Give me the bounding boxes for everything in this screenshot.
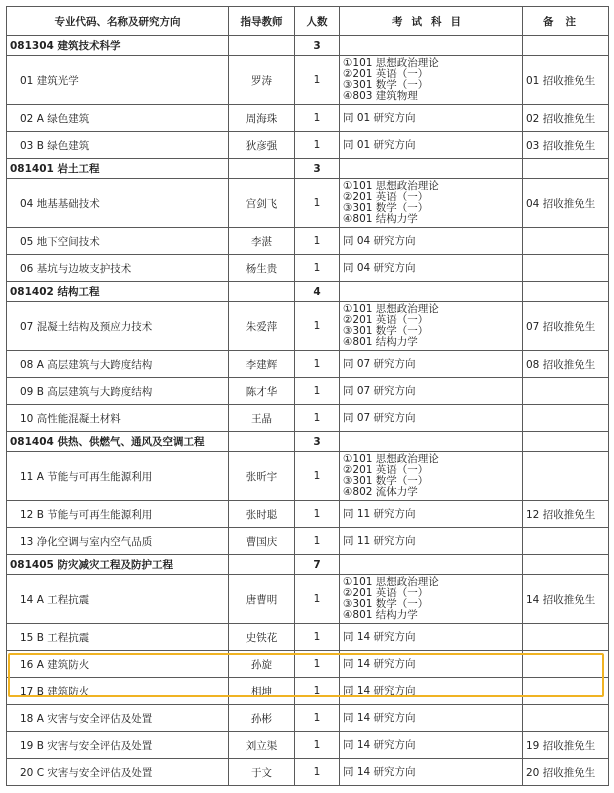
admissions-table — [6, 6, 609, 786]
section-name: 081401 岩土工程 — [7, 159, 229, 179]
advisor-cell: 唐曹明 — [229, 575, 295, 624]
exam-cell — [340, 575, 523, 624]
notes-cell — [523, 678, 609, 705]
section-row — [7, 159, 609, 179]
advisor-cell: 罗涛 — [229, 56, 295, 105]
exam-cell — [340, 528, 523, 555]
notes-cell — [523, 255, 609, 282]
direction-name-text: 20 C 灾害与安全评估及处置 — [20, 766, 153, 779]
advisor-cell: 张时聪 — [229, 501, 295, 528]
table-row — [7, 405, 609, 432]
exam-subject: ④802 流体力学 — [343, 486, 418, 498]
notes-cell — [523, 36, 609, 56]
advisor-cell: 曹国庆 — [229, 528, 295, 555]
section-row — [7, 432, 609, 452]
count-cell: 1 — [295, 405, 340, 432]
exam-cell — [340, 452, 523, 501]
direction-name — [7, 405, 229, 432]
count-cell: 1 — [295, 575, 340, 624]
exam-subject: 同 01 研究方向 — [343, 111, 416, 124]
direction-name — [7, 575, 229, 624]
count-cell: 1 — [295, 705, 340, 732]
count-cell: 1 — [295, 732, 340, 759]
notes-cell: 20 招收推免生 — [523, 759, 609, 786]
direction-name-text: 19 B 灾害与安全评估及处置 — [20, 739, 153, 752]
section-name: 081402 结构工程 — [7, 282, 229, 302]
exam-subject: ①101 思想政治理论 — [343, 453, 439, 465]
exam-subject: ①101 思想政治理论 — [343, 576, 439, 588]
table-row — [7, 255, 609, 282]
notes-cell: 12 招收推免生 — [523, 501, 609, 528]
exam-subject: ④803 建筑物理 — [343, 90, 418, 102]
notes-cell — [523, 528, 609, 555]
direction-name — [7, 732, 229, 759]
table-row — [7, 501, 609, 528]
exam-subject: 同 14 研究方向 — [343, 765, 416, 778]
exam-cell — [340, 678, 523, 705]
exam-subject: ④801 结构力学 — [343, 609, 418, 621]
advisor-cell: 陈才华 — [229, 378, 295, 405]
exam-subject: 同 07 研究方向 — [343, 384, 416, 397]
exam-subject: 同 01 研究方向 — [343, 138, 416, 151]
exam-cell — [340, 759, 523, 786]
advisor-cell: 刘立渠 — [229, 732, 295, 759]
advisor-cell: 相坤 — [229, 678, 295, 705]
direction-name — [7, 705, 229, 732]
notes-cell — [523, 432, 609, 452]
exam-subject: ②201 英语（一） — [343, 314, 429, 326]
table-row — [7, 732, 609, 759]
section-count: 3 — [295, 159, 340, 179]
notes-cell: 19 招收推免生 — [523, 732, 609, 759]
exam-subject: 同 14 研究方向 — [343, 711, 416, 724]
direction-name — [7, 759, 229, 786]
advisor-cell: 李建辉 — [229, 351, 295, 378]
header-notes: 备注 — [523, 7, 609, 36]
advisor-cell: 于文 — [229, 759, 295, 786]
direction-name-text: 12 B 节能与可再生能源利用 — [20, 508, 153, 521]
count-cell: 1 — [295, 105, 340, 132]
exam-cell — [340, 36, 523, 56]
table-row — [7, 575, 609, 624]
exam-subject: ②201 英语（一） — [343, 464, 429, 476]
exam-cell — [340, 432, 523, 452]
table-row — [7, 452, 609, 501]
exam-subject: ③301 数学（一） — [343, 79, 429, 91]
count-cell: 1 — [295, 132, 340, 159]
direction-name-text: 16 A 建筑防火 — [20, 658, 90, 671]
table-row — [7, 302, 609, 351]
notes-cell — [523, 378, 609, 405]
count-cell: 1 — [295, 228, 340, 255]
direction-name — [7, 255, 229, 282]
exam-subject: 同 14 研究方向 — [343, 684, 416, 697]
direction-name — [7, 351, 229, 378]
count-cell: 1 — [295, 255, 340, 282]
exam-cell — [340, 405, 523, 432]
exam-cell — [340, 624, 523, 651]
advisor-cell — [229, 432, 295, 452]
table-row — [7, 705, 609, 732]
header-exam: 考试科目 — [340, 7, 523, 36]
count-cell: 1 — [295, 351, 340, 378]
section-name: 081304 建筑技术科学 — [7, 36, 229, 56]
direction-name-text: 03 B 绿色建筑 — [20, 139, 90, 152]
advisor-cell: 周海珠 — [229, 105, 295, 132]
direction-name-text: 15 B 工程抗震 — [20, 631, 90, 644]
exam-subject: ①101 思想政治理论 — [343, 303, 439, 315]
header-name: 专业代码、名称及研究方向 — [7, 7, 229, 36]
notes-cell — [523, 624, 609, 651]
exam-cell — [340, 179, 523, 228]
table-row — [7, 228, 609, 255]
exam-subject: ②201 英语（一） — [343, 191, 429, 203]
direction-name — [7, 228, 229, 255]
notes-cell — [523, 705, 609, 732]
exam-cell — [340, 255, 523, 282]
notes-cell: 02 招收推免生 — [523, 105, 609, 132]
exam-cell — [340, 228, 523, 255]
direction-name — [7, 501, 229, 528]
exam-cell — [340, 555, 523, 575]
notes-cell: 07 招收推免生 — [523, 302, 609, 351]
direction-name-text: 02 A 绿色建筑 — [20, 112, 90, 125]
direction-name — [7, 678, 229, 705]
direction-name-text: 06 基坑与边坡支护技术 — [20, 262, 132, 275]
section-name: 081404 供热、供燃气、通风及空调工程 — [7, 432, 229, 452]
notes-cell: 01 招收推免生 — [523, 56, 609, 105]
notes-cell: 04 招收推免生 — [523, 179, 609, 228]
exam-subject: ②201 英语（一） — [343, 587, 429, 599]
notes-cell — [523, 282, 609, 302]
direction-name — [7, 452, 229, 501]
section-name: 081405 防灾减灾工程及防护工程 — [7, 555, 229, 575]
exam-cell — [340, 705, 523, 732]
direction-name — [7, 56, 229, 105]
count-cell: 1 — [295, 651, 340, 678]
notes-cell — [523, 405, 609, 432]
count-cell: 1 — [295, 56, 340, 105]
table-row — [7, 351, 609, 378]
direction-name-text: 13 净化空调与室内空气品质 — [20, 535, 153, 548]
exam-cell — [340, 105, 523, 132]
exam-subject: 同 04 研究方向 — [343, 261, 416, 274]
direction-name — [7, 624, 229, 651]
advisor-cell — [229, 36, 295, 56]
table-row — [7, 378, 609, 405]
table-row — [7, 179, 609, 228]
notes-cell: 08 招收推免生 — [523, 351, 609, 378]
exam-cell — [340, 132, 523, 159]
notes-cell — [523, 228, 609, 255]
exam-cell — [340, 501, 523, 528]
exam-subject: 同 11 研究方向 — [343, 507, 416, 520]
notes-cell — [523, 651, 609, 678]
table-row — [7, 624, 609, 651]
advisor-cell: 宫剑飞 — [229, 179, 295, 228]
exam-subject: ③301 数学（一） — [343, 202, 429, 214]
advisor-cell: 史铁花 — [229, 624, 295, 651]
section-row — [7, 282, 609, 302]
header-count: 人数 — [295, 7, 340, 36]
table-row — [7, 759, 609, 786]
advisor-cell: 朱爱萍 — [229, 302, 295, 351]
section-count: 7 — [295, 555, 340, 575]
count-cell: 1 — [295, 624, 340, 651]
direction-name-text: 04 地基基础技术 — [20, 197, 100, 210]
exam-cell — [340, 378, 523, 405]
section-count: 3 — [295, 432, 340, 452]
direction-name-text: 18 A 灾害与安全评估及处置 — [20, 712, 153, 725]
notes-cell — [523, 159, 609, 179]
section-count: 3 — [295, 36, 340, 56]
advisor-cell: 孙旋 — [229, 651, 295, 678]
direction-name-text: 14 A 工程抗震 — [20, 593, 90, 606]
table-row — [7, 528, 609, 555]
count-cell: 1 — [295, 179, 340, 228]
advisor-cell: 李湛 — [229, 228, 295, 255]
exam-subject: ③301 数学（一） — [343, 325, 429, 337]
table-row — [7, 105, 609, 132]
table-header-row — [7, 7, 609, 36]
exam-cell — [340, 351, 523, 378]
exam-cell — [340, 651, 523, 678]
advisor-cell: 杨生贵 — [229, 255, 295, 282]
table-row — [7, 56, 609, 105]
advisor-cell: 孙彬 — [229, 705, 295, 732]
notes-cell: 03 招收推免生 — [523, 132, 609, 159]
exam-subject: ③301 数学（一） — [343, 598, 429, 610]
exam-subject: ④801 结构力学 — [343, 213, 418, 225]
count-cell: 1 — [295, 378, 340, 405]
exam-cell — [340, 302, 523, 351]
exam-cell — [340, 56, 523, 105]
exam-subject: 同 14 研究方向 — [343, 657, 416, 670]
count-cell: 1 — [295, 501, 340, 528]
advisor-cell — [229, 282, 295, 302]
direction-name-text: 11 A 节能与可再生能源利用 — [20, 470, 153, 483]
exam-subject: 同 04 研究方向 — [343, 234, 416, 247]
exam-subject: ①101 思想政治理论 — [343, 180, 439, 192]
direction-name — [7, 132, 229, 159]
count-cell: 1 — [295, 452, 340, 501]
section-row — [7, 555, 609, 575]
advisor-cell — [229, 159, 295, 179]
direction-name-text: 08 A 高层建筑与大跨度结构 — [20, 358, 153, 371]
exam-subject: 同 07 研究方向 — [343, 357, 416, 370]
section-row — [7, 36, 609, 56]
advisor-cell: 张昕宇 — [229, 452, 295, 501]
exam-subject: ④801 结构力学 — [343, 336, 418, 348]
advisor-cell: 狄彦强 — [229, 132, 295, 159]
direction-name — [7, 528, 229, 555]
direction-name — [7, 651, 229, 678]
table-row — [7, 651, 609, 678]
exam-subject: ③301 数学（一） — [343, 475, 429, 487]
direction-name-text: 09 B 高层建筑与大跨度结构 — [20, 385, 153, 398]
exam-cell — [340, 282, 523, 302]
notes-cell — [523, 452, 609, 501]
count-cell: 1 — [295, 528, 340, 555]
advisor-cell — [229, 555, 295, 575]
count-cell: 1 — [295, 302, 340, 351]
table-row — [7, 132, 609, 159]
exam-cell — [340, 159, 523, 179]
exam-subject: 同 07 研究方向 — [343, 411, 416, 424]
direction-name-text: 07 混凝土结构及预应力技术 — [20, 320, 153, 333]
count-cell: 1 — [295, 759, 340, 786]
direction-name-text: 17 B 建筑防火 — [20, 685, 90, 698]
header-advisor: 指导教师 — [229, 7, 295, 36]
exam-subject: 同 11 研究方向 — [343, 534, 416, 547]
count-cell: 1 — [295, 678, 340, 705]
notes-cell: 14 招收推免生 — [523, 575, 609, 624]
direction-name — [7, 378, 229, 405]
section-count: 4 — [295, 282, 340, 302]
exam-cell — [340, 732, 523, 759]
direction-name — [7, 179, 229, 228]
notes-cell — [523, 555, 609, 575]
direction-name — [7, 302, 229, 351]
exam-subject: 同 14 研究方向 — [343, 630, 416, 643]
exam-subject: ②201 英语（一） — [343, 68, 429, 80]
table-row — [7, 678, 609, 705]
direction-name — [7, 105, 229, 132]
exam-subject: ①101 思想政治理论 — [343, 57, 439, 69]
exam-subject: 同 14 研究方向 — [343, 738, 416, 751]
advisor-cell: 王晶 — [229, 405, 295, 432]
direction-name-text: 01 建筑光学 — [20, 74, 79, 87]
direction-name-text: 05 地下空间技术 — [20, 235, 100, 248]
direction-name-text: 10 高性能混凝土材料 — [20, 412, 121, 425]
